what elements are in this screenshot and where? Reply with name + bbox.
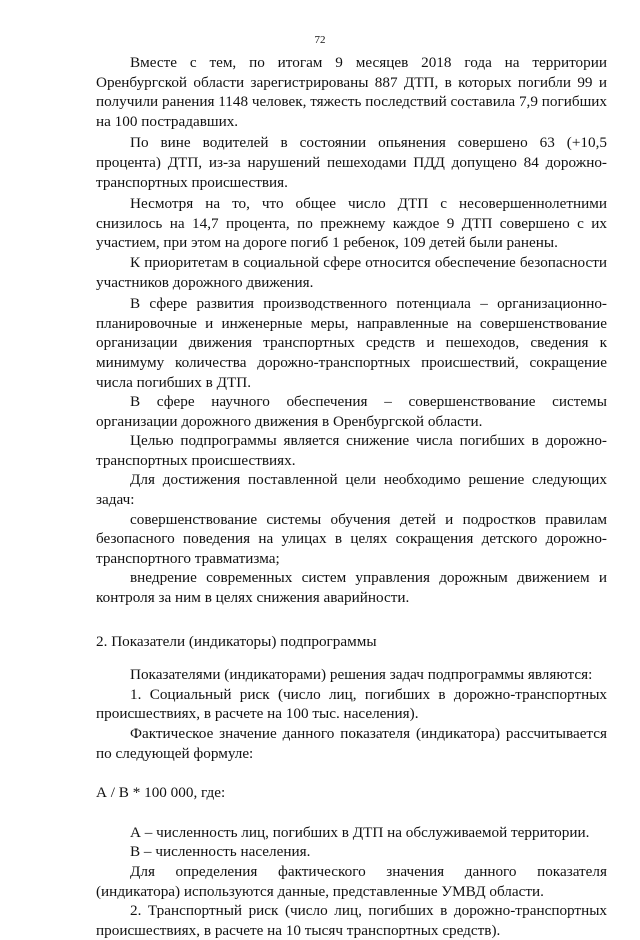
paragraph-transport-risk: 2. Транспортный риск (число лиц, погибших в дорожно-транспортных происшествиях, в расчете на 10 тысяч транспортных средств). (96, 902, 607, 939)
paragraph-social-priorities: К приоритетам в социальной сфере относится обеспечение безопасности участников дорожного движения. (96, 253, 607, 291)
paragraph-data-source: Для определения фактического значения данного показателя (индикатора) используются данные, представленные УМВД области. (96, 862, 607, 900)
paragraph-tasks-intro: Для достижения поставленной цели необходимо решение следующих задач: (96, 471, 607, 509)
paragraph-minors: Несмотря на то, что общее число ДТП с несовершеннолетними снизилось на 14,7 процента, по прежнему каждое 9 ДТП совершено с их участием, при этом на дороге погиб 1 ребенок, 109 детей были ранены. (96, 195, 607, 252)
paragraph-accident-stats: Вместе с тем, по итогам 9 месяцев 2018 года на территории Оренбургской области зарегистрированы 887 ДТП, в которых погибли 99 и получили ранения 1148 человек, тяжесть последствий составила 7,9 погибших на 100 пострадавших. (96, 54, 607, 130)
paragraph-indicators-intro: Показателями (индикаторами) решения задач подпрограммы являются: (130, 666, 593, 684)
paragraph-scientific-support: В сфере научного обеспечения – совершенствование системы организации дорожного движения в Оренбургской области. (96, 393, 607, 430)
page-content (96, 53, 607, 940)
paragraph-social-risk: 1. Социальный риск (число лиц, погибших в дорожно-транспортных происшествиях, в расчете на 100 тыс. населения). (96, 685, 607, 723)
paragraph-formula-intro: Фактическое значение данного показателя (индикатора) рассчитывается по следующей формуле: (96, 725, 607, 762)
definition-a: А – численность лиц, погибших в ДТП на обслуживаемой территории. (130, 823, 590, 841)
section-heading: 2. Показатели (индикаторы) подпрограммы (96, 632, 377, 650)
paragraph-drunk-drivers: По вине водителей в состоянии опьянения совершено 63 (+10,5 процента) ДТП, из-за нарушений пешеходами ПДД допущено 84 дорожно-транспортных происшествия. (96, 134, 607, 191)
formula: А / В * 100 000, где: (96, 784, 226, 802)
definition-b: В – численность населения. (130, 843, 311, 861)
paragraph-production-potential: В сфере развития производственного потенциала – организационно-планировочные и инженерные меры, направленные на совершенствование организации движения транспортных средств и пешеходов, сведения к минимуму количества дорожно-транспортных происшествий, сокращение числа погибших в ДТП. (96, 295, 607, 391)
paragraph-task-2: внедрение современных систем управления дорожным движением и контроля за ним в целях снижения аварийности. (96, 569, 607, 607)
paragraph-task-1: совершенствование системы обучения детей и подростков правилам безопасного поведения на улицах в целях сокращения детского дорожно-транспортного травматизма; (96, 510, 607, 567)
page-number: 72 (314, 34, 326, 46)
paragraph-subprogram-goal: Целью подпрограммы является снижение числа погибших в дорожно-транспортных происшествиях. (96, 432, 607, 469)
